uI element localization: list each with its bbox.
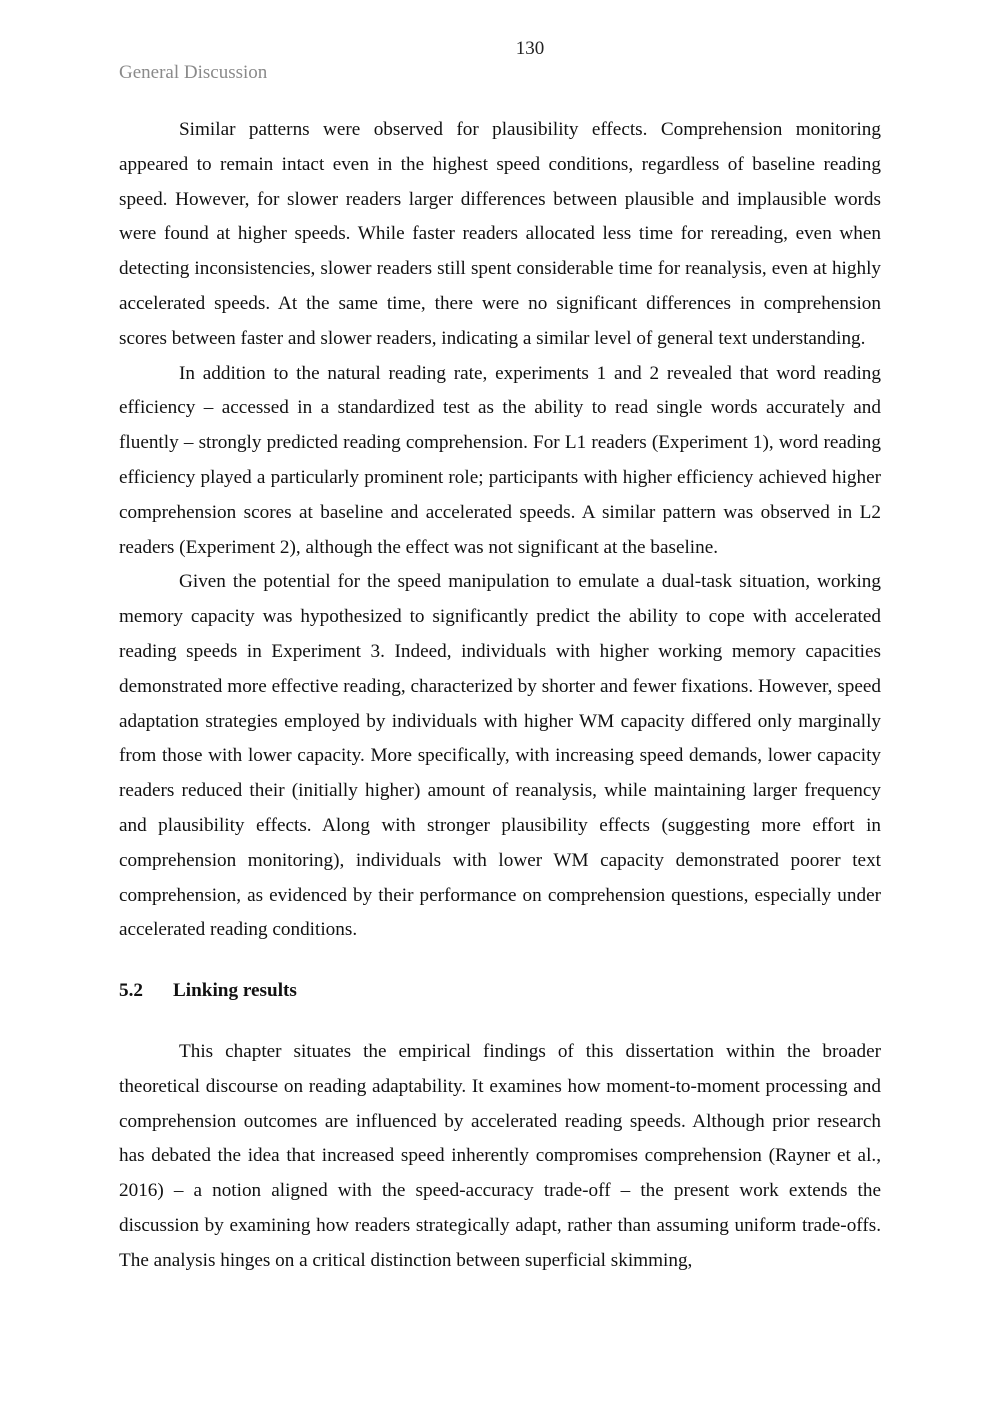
running-header: General Discussion (119, 62, 268, 83)
section-heading (119, 974, 881, 1009)
body-paragraph: Similar patterns were observed for plausibility effects. Comprehension monitoring appeared to remain intact even in the highest speed conditions, regardless of baseline reading speed. However, for slower readers larger differences between plausible and implausible words were found at higher speeds. While faster readers allocated less time for rereading, even when detecting inconsistencies, slower readers still spent considerable time for reanalysis, even at highly accelerated speeds. At the same time, there were no significant differences in comprehension scores between faster and slower readers, indicating a similar level of general text understanding. (119, 119, 881, 349)
page-number: 130 (515, 38, 545, 59)
section-number: 5.2 (119, 980, 143, 1002)
body-paragraph: Given the potential for the speed manipulation to emulate a dual-task situation, working memory capacity was hypothesized to significantly predict the ability to cope with accelerated reading speeds in Experiment 3. Indeed, individuals with higher working memory capacities demonstrated more effective reading, characterized by shorter and fewer fixations. However, speed adaptation strategies employed by individuals with higher WM capacity differed only marginally from those with lower capacity. More specifically, with increasing speed demands, lower capacity readers reduced their (initially higher) amount of reanalysis, while maintaining larger frequency and plausibility effects. Along with stronger plausibility effects (suggesting more effort in comprehension monitoring), individuals with lower WM capacity demonstrated poorer text comprehension, as evidenced by their performance on comprehension questions, especially under accelerated reading conditions. (119, 571, 881, 941)
page-body (119, 113, 881, 1279)
body-paragraph: In addition to the natural reading rate, experiments 1 and 2 revealed that word reading efficiency – accessed in a standardized test as the ability to read single words accurately and fluently – strongly predicted reading comprehension. For L1 readers (Experiment 1), word reading efficiency played a particularly prominent role; participants with higher efficiency achieved higher comprehension scores at baseline and accelerated speeds. A similar pattern was observed in L2 readers (Experiment 2), although the effect was not significant at the baseline. (119, 362, 881, 558)
body-paragraph: This chapter situates the empirical findings of this dissertation within the broader theoretical discourse on reading adaptability. It examines how moment-to-moment processing and comprehension outcomes are influenced by accelerated reading speeds. Although prior research has debated the idea that increased speed inherently compromises comprehension (Rayner et al., 2016) – a notion aligned with the speed-accuracy trade-off – the present work extends the discussion by examining how readers strategically adapt, rather than assuming uniform trade-offs. The analysis hinges on a critical distinction between superficial skimming, (119, 1040, 881, 1271)
section-title: Linking results (173, 980, 297, 1002)
